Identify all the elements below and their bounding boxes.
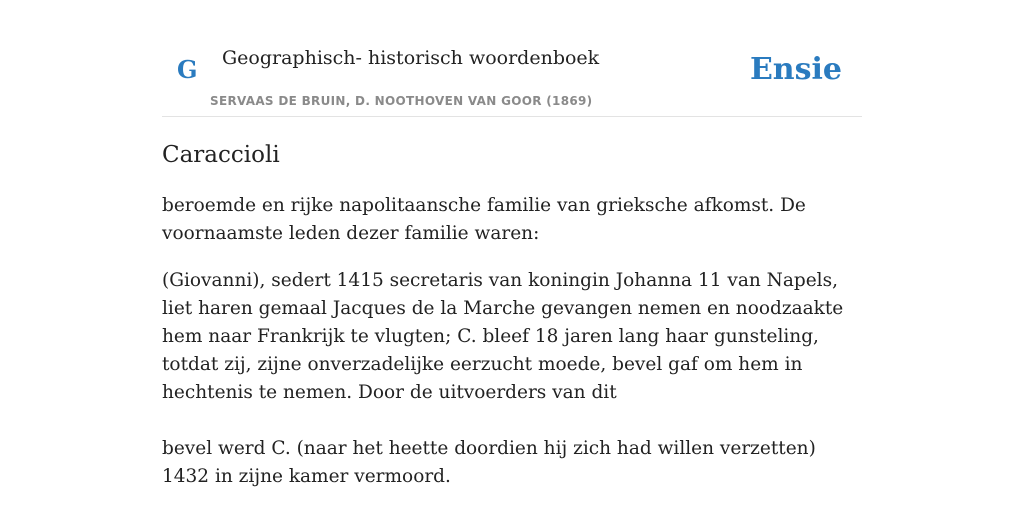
ensie-logo[interactable]: Ensie (749, 52, 842, 87)
entry-paragraph: beroemde en rijke napolitaansche familie van grieksche afkomst. De voornaamste leden dezer familie waren: (162, 195, 806, 244)
book-title-link[interactable]: Geographisch- historisch woordenboek (222, 47, 600, 69)
entry-paragraph: bevel werd C. (naar het heette doordien hij zich had willen verzetten) 1432 in zijne kamer vermoord. (162, 438, 816, 487)
entry-paragraph: (Giovanni), sedert 1415 secretaris van koningin Johanna 11 van Napels, liet haren gemaal Jacques de la Marche gevangen nemen en noodzaakte hem naar Frankrijk te vlugten; C. bleef 18 jaren lang haar gunsteling, totdat zij, zijne onverzadelijke eerzucht moede, bevel gaf om hem in hechtenis te nemen. Door de uitvoerders van dit (162, 270, 844, 403)
book-header (162, 0, 862, 117)
book-letter-icon[interactable]: G (177, 55, 198, 84)
page-container (162, 0, 862, 487)
book-authors: SERVAAS DE BRUIN, D. NOOTHOVEN VAN GOOR (1869) (210, 94, 593, 108)
entry-title: Caraccioli (162, 142, 280, 168)
